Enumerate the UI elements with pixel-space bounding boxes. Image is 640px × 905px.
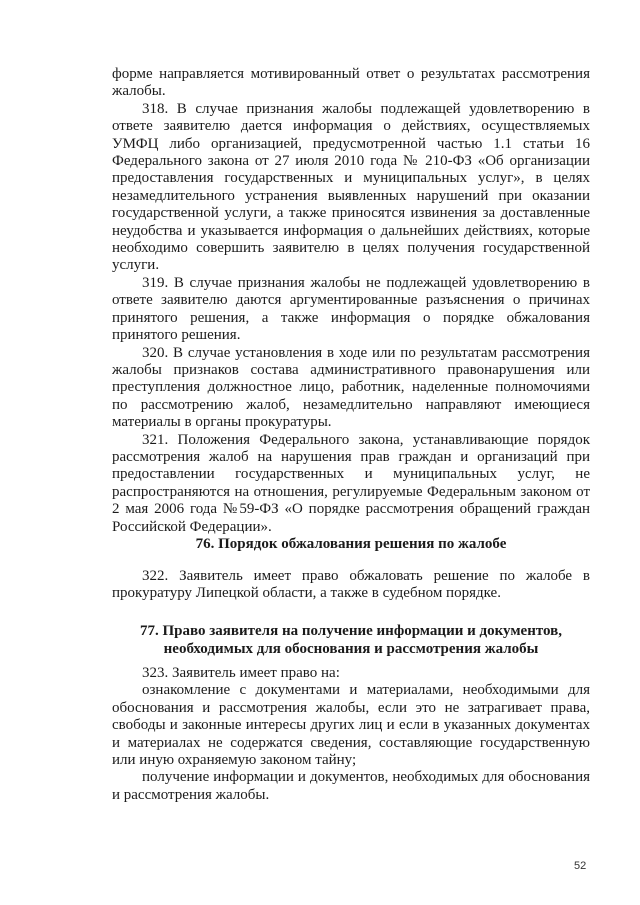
- page-number: 52: [574, 860, 587, 872]
- section-heading-77-line2: необходимых для обоснования и рассмотрения жалобы: [163, 641, 539, 657]
- paragraph-323-item-2: получение информации и документов, необходимых для обоснования и рассмотрения жалобы.: [112, 769, 590, 803]
- paragraph-323-item-1: ознакомление с документами и материалами, необходимыми для обоснования и рассмотрения жалобы, если это не затрагивает права, свободы и законные интересы других лиц и если в указанных документах и материалах не содержатся сведения, составляющие государственную или иную охраняемую законом тайну;: [112, 682, 590, 769]
- paragraph-319: 319. В случае признания жалобы не подлежащей удовлетворению в ответе заявителю даются аргументированные разъяснения о причинах принятого решения, а также информация о порядке обжалования принятого решения.: [112, 274, 590, 344]
- section-heading-77-line1: 77. Право заявителя на получение информации и документов,: [140, 623, 562, 639]
- paragraph-322: 322. Заявитель имеет право обжаловать решение по жалобе в прокуратуру Липецкой области, а также в судебном порядке.: [112, 568, 590, 602]
- paragraph-320: 320. В случае установления в ходе или по результатам рассмотрения жалобы признаков состава административного правонарушения или преступления должностное лицо, работник, наделенные полномочиями по рассмотрению жалоб, незамедлительно направляют имеющиеся материалы в органы прокуратуры.: [112, 344, 590, 431]
- section-76-heading-block: [112, 535, 590, 553]
- section-77-body: [112, 665, 590, 804]
- continuation-block: [112, 66, 590, 536]
- paragraph-continuation: форме направляется мотивированный ответ о результатах рассмотрения жалобы.: [112, 66, 590, 100]
- section-76-body: [112, 568, 590, 603]
- section-heading-76: 76. Порядок обжалования решения по жалобе: [195, 536, 507, 552]
- paragraph-323: 323. Заявитель имеет право на:: [142, 665, 340, 681]
- section-77-heading-block: [112, 622, 590, 658]
- paragraph-318: 318. В случае признания жалобы подлежащей удовлетворению в ответе заявителю дается информация о действиях, осуществляемых УМФЦ либо организацией, предусмотренной частью 1.1 статьи 16 Федерального закона от 27 июля 2010 года № 210-ФЗ «Об организации предоставления государственных и муниципальных услуг», в целях незамедлительного устранения выявленных нарушений при оказании государственной услуги, а также приносятся извинения за доставленные неудобства и указывается информация о дальнейших действиях, которые необходимо совершить заявителю в целях получения государственной услуги.: [112, 100, 590, 274]
- paragraph-321: 321. Положения Федерального закона, устанавливающие порядок рассмотрения жалоб на нарушения прав граждан и организаций при предоставлении государственных и муниципальных услуг, не распространяются на отношения, регулируемые Федеральным законом от 2 мая 2006 года №59-ФЗ «О порядке рассмотрения обращений граждан Российской Федерации».: [112, 431, 590, 535]
